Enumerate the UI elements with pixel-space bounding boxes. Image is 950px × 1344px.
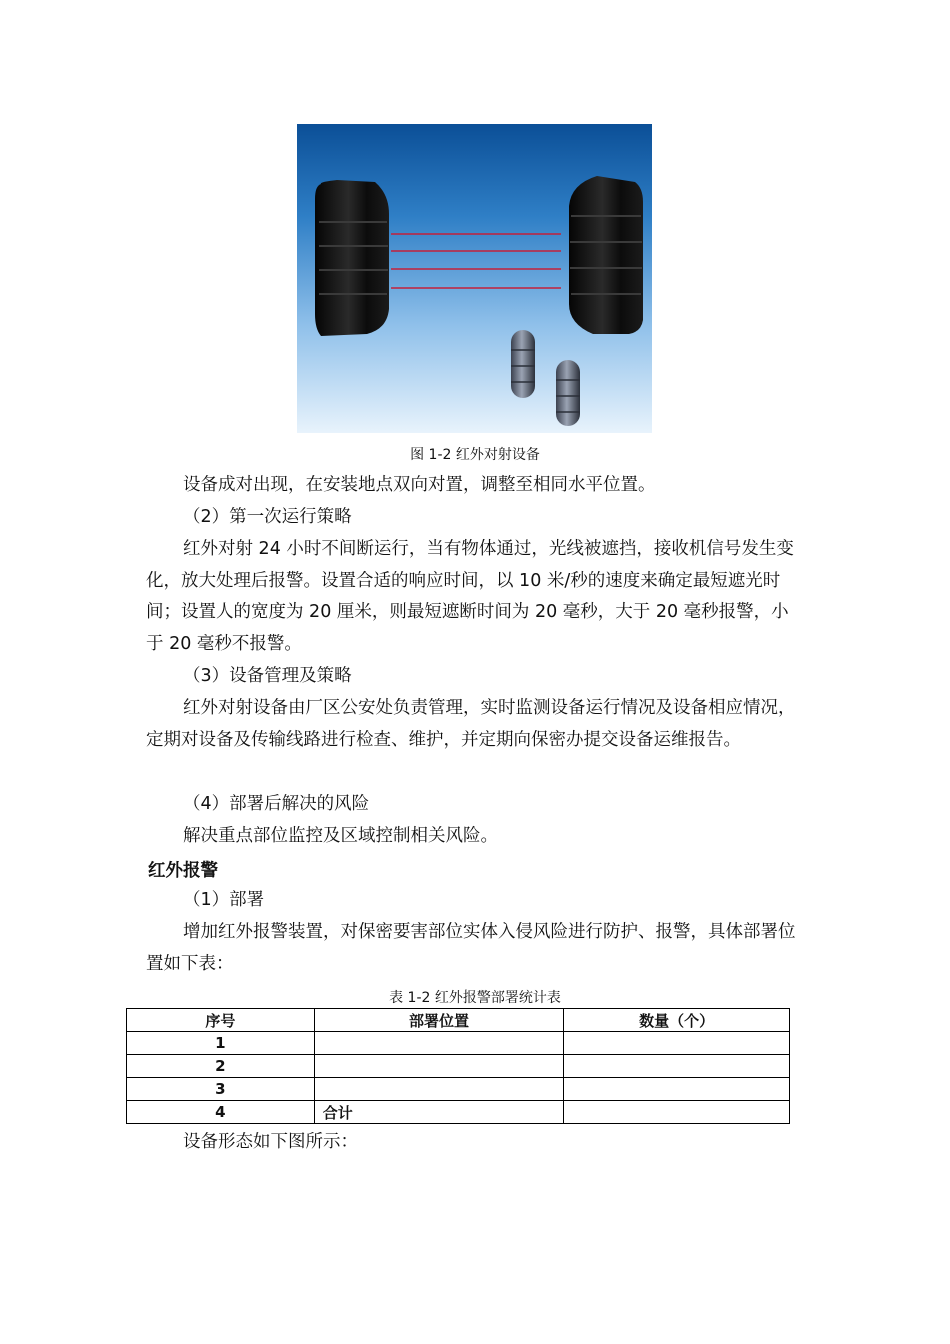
header-location: 部署位置 bbox=[314, 1009, 564, 1032]
section-title-management: （3）设备管理及策略 bbox=[183, 666, 352, 686]
section-title-strategy: （2）第一次运行策略 bbox=[183, 507, 352, 527]
cell-quantity bbox=[564, 1055, 790, 1078]
cell-location bbox=[314, 1078, 564, 1101]
cell-quantity bbox=[564, 1078, 790, 1101]
paragraph-strategy: 红外对射 24 小时不间断运行，当有物体通过，光线被遮挡，接收机信号发生变化，放大处理后报警。设置合适的响应时间，以 10 米/秒的速度来确定最短遮光时间；设置人的宽度为 20 厘米，则最短遮断时间为 20 毫秒，大于 20 毫秒报警，小于 20 毫秒不报警。 bbox=[146, 539, 794, 654]
paragraph-1: 设备成对出现，在安装地点双向对置，调整至相同水平位置。 bbox=[183, 475, 656, 495]
cell-quantity bbox=[564, 1032, 790, 1055]
infrared-device-photo bbox=[297, 124, 652, 433]
paragraph-device-form: 设备形态如下图所示： bbox=[183, 1132, 358, 1152]
cell-location bbox=[314, 1032, 564, 1055]
cell-location bbox=[314, 1055, 564, 1078]
paragraph-management: 红外对射设备由厂区公安处负责管理，实时监测设备运行情况及设备相应情况，定期对设备及传输线路进行检查、维护，并定期向保密办提交设备运维报告。 bbox=[146, 698, 796, 750]
cell-index: 2 bbox=[127, 1055, 315, 1078]
table-row bbox=[127, 1032, 790, 1055]
section-title-deploy: （1）部署 bbox=[183, 890, 265, 910]
paragraph-deploy: 增加红外报警装置，对保密要害部位实体入侵风险进行防护、报警，具体部署位置如下表： bbox=[146, 922, 796, 974]
figure-caption: 图 1-2 红外对射设备 bbox=[410, 447, 540, 463]
cell-index: 1 bbox=[127, 1032, 315, 1055]
table-row bbox=[127, 1101, 790, 1124]
section-heading: 红外报警 bbox=[148, 861, 218, 881]
deployment-table bbox=[126, 1008, 790, 1124]
cell-quantity bbox=[564, 1101, 790, 1124]
table-caption: 表 1-2 红外报警部署统计表 bbox=[389, 990, 561, 1006]
table-header-row bbox=[127, 1009, 790, 1032]
cell-index: 3 bbox=[127, 1078, 315, 1101]
cell-index: 4 bbox=[127, 1101, 315, 1124]
header-quantity: 数量（个） bbox=[564, 1009, 790, 1032]
header-index: 序号 bbox=[127, 1009, 315, 1032]
cell-location: 合计 bbox=[314, 1101, 564, 1124]
table-row bbox=[127, 1055, 790, 1078]
paragraph-risk: 解决重点部位监控及区域控制相关风险。 bbox=[183, 826, 498, 846]
table-row bbox=[127, 1078, 790, 1101]
section-title-risk: （4）部署后解决的风险 bbox=[183, 794, 370, 814]
